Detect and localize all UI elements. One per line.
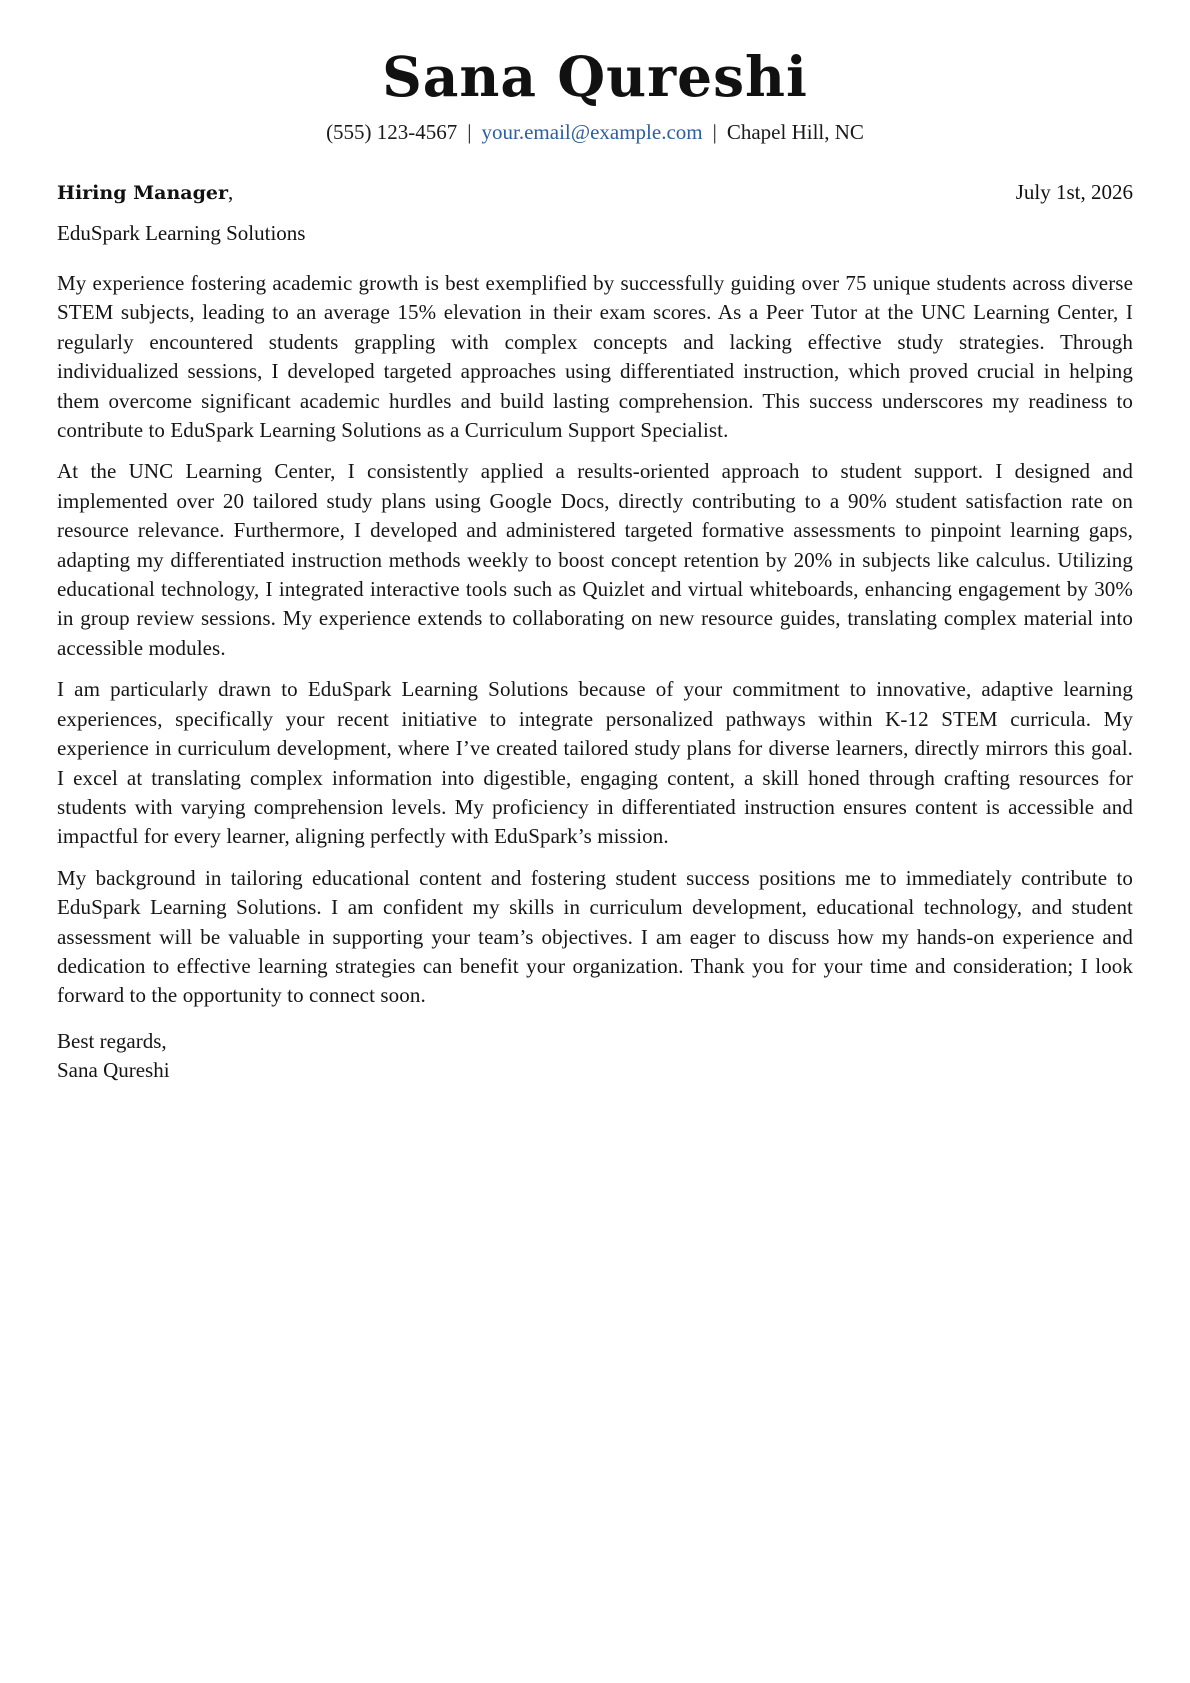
contact-separator: | [712, 120, 717, 144]
recipient-company: EduSpark Learning Solutions [57, 221, 306, 245]
letter-closing [57, 1027, 1133, 1085]
body-paragraph: I am particularly drawn to EduSpark Learning Solutions because of your commitment to innovative, adaptive learning experiences, specifically your recent initiative to integrate personalized pathways within K-12 STEM curricula. My experience in curriculum development, where I’ve created tailored study plans for diverse learners, directly mirrors this goal. I excel at translating complex information into digestible, engaging content, a skill honed through crafting resources for students with varying comprehension levels. My proficiency in differentiated instruction ensures content is accessible and impactful for every learner, aligning perfectly with EduSpark’s mission. [57, 677, 1133, 849]
recipient-name: Hiring Manager [57, 182, 228, 204]
phone-number: (555) 123-4567 [326, 120, 458, 144]
recipient-greeting [57, 178, 233, 207]
body-paragraph: My experience fostering academic growth is best exemplified by successfully guiding over 75 unique students across diverse STEM subjects, leading to an average 15% elevation in their exam scores. As a Peer Tutor at the UNC Learning Center, I regularly encountered students grappling with complex concepts and lacking effective study strategies. Through individualized sessions, I developed targeted approaches using differentiated instruction, which proved crucial in helping them overcome significant academic hurdles and build lasting comprehension. This success underscores my readiness to contribute to EduSpark Learning Solutions as a Curriculum Support Specialist. [57, 271, 1133, 443]
location: Chapel Hill, NC [726, 120, 864, 144]
email-link[interactable]: your.email@example.com [481, 120, 703, 144]
recipient-row [57, 178, 1133, 207]
contact-line [57, 118, 1133, 146]
applicant-name: Sana Qureshi [382, 44, 808, 109]
letter-date: July 1st, 2026 [1015, 180, 1133, 204]
closing-signature: Sana Qureshi [57, 1057, 170, 1082]
recipient-name-suffix: , [227, 180, 234, 204]
letter-body [57, 269, 1133, 1011]
body-paragraph: My background in tailoring educational content and fostering student success positions me to immediately contribute to EduSpark Learning Solutions. I am confident my skills in curriculum development, educational technology, and student assessment will be valuable in supporting your team’s objectives. I am eager to discuss how my hands-on experience and dedication to effective learning strategies can benefit your organization. Thank you for your time and consideration; I look forward to the opportunity to connect soon. [57, 865, 1133, 1008]
body-paragraph: At the UNC Learning Center, I consistently applied a results-oriented approach to student support. I designed and implemented over 20 tailored study plans using Google Docs, directly contributing to a 90% student satisfaction rate on resource relevance. Furthermore, I developed and administered targeted formative assessments to pinpoint learning gaps, adapting my differentiated instruction methods weekly to boost concept retention by 20% in subjects like calculus. Utilizing educational technology, I integrated interactive tools such as Quizlet and virtual whiteboards, enhancing engagement by 30% in group review sessions. My experience extends to collaborating on new resource guides, translating complex material into accessible modules. [57, 459, 1133, 660]
contact-separator: | [467, 120, 472, 144]
closing-salutation: Best regards, [57, 1028, 167, 1053]
